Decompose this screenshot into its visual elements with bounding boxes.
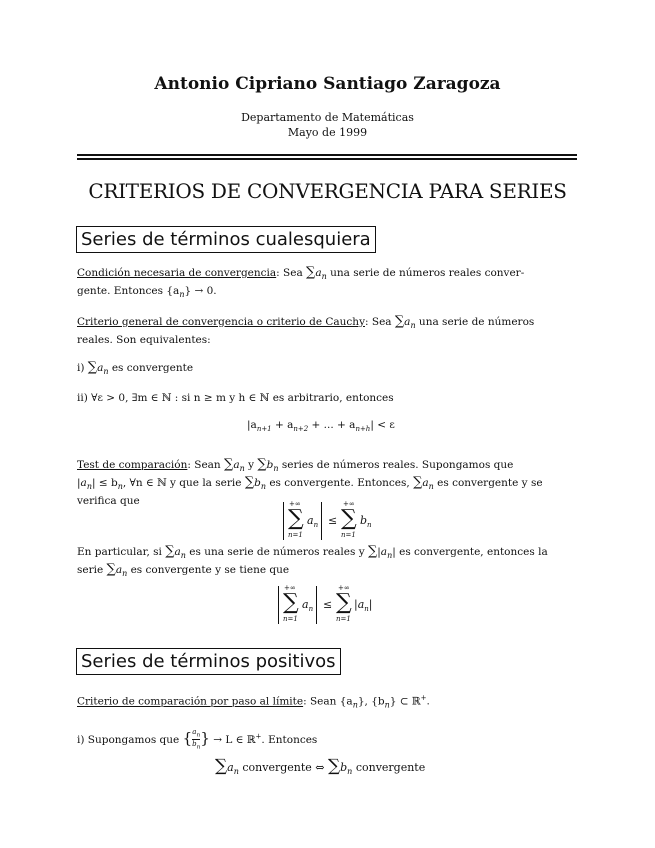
math-sub: n bbox=[179, 290, 185, 300]
math-sub: n bbox=[196, 744, 201, 751]
text: es convergente y se bbox=[433, 477, 543, 490]
math-var: a bbox=[233, 459, 240, 471]
sum-symbol: ∑ bbox=[306, 265, 316, 280]
math-sub: n bbox=[260, 482, 266, 492]
section-heading-positive: Series de términos positivos bbox=[76, 648, 341, 675]
limit-comparison-label: Criterio de comparación por paso al límite bbox=[77, 695, 304, 708]
abs-bar-right bbox=[321, 502, 322, 540]
sum-upper-limit: +∞ bbox=[338, 584, 350, 592]
le-symbol: ≤ bbox=[328, 514, 338, 527]
sum-symbol: ∑ bbox=[257, 457, 267, 472]
text: : Sea bbox=[365, 316, 395, 328]
math-sub: n bbox=[103, 367, 109, 377]
math-var: b bbox=[360, 514, 368, 527]
math-var: a bbox=[422, 477, 429, 490]
comparison-test-label: Test de comparación bbox=[77, 459, 188, 471]
text: . Entonces bbox=[261, 733, 318, 746]
math-sub: n bbox=[273, 464, 279, 474]
sum-upper-limit: +∞ bbox=[343, 500, 355, 508]
sum-symbol: ∑ bbox=[288, 506, 304, 531]
limit-item-i: i) Supongamos que { $\frac{a_n}{b_n}$ } → L ∈ ℝ+. Entonces bbox=[77, 728, 318, 751]
math-sub: n bbox=[196, 732, 201, 739]
sum-symbol: ∑ bbox=[224, 457, 234, 472]
math-sub: n bbox=[364, 605, 369, 614]
abs-bar-right bbox=[316, 586, 317, 624]
math-var: a bbox=[380, 546, 388, 558]
header-rule-top bbox=[77, 154, 577, 156]
text: es convergente, entonces la bbox=[395, 546, 548, 558]
necessary-condition-label: Condición necesaria de convergencia bbox=[77, 267, 277, 279]
math-sub: n bbox=[122, 569, 128, 579]
text: | < ε bbox=[370, 419, 395, 431]
text: + a bbox=[271, 419, 294, 431]
particular-formula: +∞ ∑ n=1 $a_n$ ≤ +∞ ∑ n=1 $|a_n|$ bbox=[278, 584, 388, 626]
math-var: a bbox=[302, 598, 309, 611]
text: i) bbox=[77, 362, 88, 374]
math-var: a bbox=[80, 477, 87, 490]
cauchy-label: Criterio general de convergencia o criterio de Cauchy bbox=[77, 316, 365, 328]
text: convergente bbox=[352, 761, 426, 774]
math-sub: n+1 bbox=[256, 425, 272, 434]
text: y bbox=[244, 459, 258, 471]
text: } ⊂ ℝ bbox=[389, 695, 421, 708]
particular-case-paragraph: En particular, si $\sum a_n$ es una serie de números reales y $\sum|a_n|$ es convergente, entonces la serie $\sum a_n$ es convergente y se tiene que bbox=[77, 544, 548, 579]
cauchy-item-i bbox=[77, 361, 193, 379]
header-rule-bottom bbox=[77, 158, 577, 160]
math-var: a bbox=[357, 598, 365, 611]
math-sub: n bbox=[180, 551, 186, 561]
sum-symbol: ∑ bbox=[215, 756, 228, 776]
text: reales. Son equivalentes: bbox=[77, 334, 211, 347]
le-symbol: ≤ bbox=[323, 598, 333, 611]
sum-symbol: ∑ bbox=[336, 590, 352, 615]
sum-symbol: ∑ bbox=[106, 562, 116, 578]
text: gente. Entonces {a bbox=[77, 285, 180, 298]
text: }, {b bbox=[357, 695, 385, 708]
math-var: a bbox=[307, 514, 314, 527]
text: verifica que bbox=[77, 495, 140, 508]
math-sub: n bbox=[86, 482, 92, 492]
math-sub: n bbox=[387, 551, 393, 561]
text: una serie de números reales conver- bbox=[326, 267, 525, 279]
abs-bar-left bbox=[278, 586, 279, 624]
necessary-condition-paragraph bbox=[77, 266, 582, 302]
comparison-formula bbox=[283, 500, 383, 542]
sum-lower-limit: n=1 bbox=[336, 615, 351, 623]
math-var: a bbox=[315, 267, 322, 279]
text: i) Supongamos que bbox=[77, 733, 183, 746]
text: } → 0. bbox=[184, 285, 217, 298]
math-sub: n bbox=[347, 767, 353, 777]
abs-bar-left bbox=[283, 502, 284, 540]
math-sub: n bbox=[367, 521, 372, 530]
math-sup: + bbox=[255, 732, 262, 741]
limit-comparison-paragraph bbox=[77, 691, 430, 713]
text: : Sean bbox=[187, 459, 225, 471]
cauchy-paragraph bbox=[77, 315, 592, 347]
math-sub: n bbox=[321, 272, 327, 282]
math-sub: n bbox=[313, 521, 319, 530]
text: |a bbox=[247, 419, 257, 431]
math-sub: n+h bbox=[355, 425, 371, 434]
math-sup: + bbox=[420, 694, 427, 702]
math-sub: n bbox=[239, 464, 245, 474]
math-sub: n+2 bbox=[293, 425, 309, 434]
text: es una serie de números reales y bbox=[185, 546, 368, 558]
text: es convergente y se tiene que bbox=[127, 564, 290, 577]
text: . bbox=[426, 695, 430, 708]
math-var: a bbox=[227, 761, 234, 774]
sum-symbol: ∑ bbox=[341, 506, 357, 531]
sum-symbol: ∑ bbox=[87, 360, 98, 375]
cauchy-formula bbox=[247, 418, 395, 436]
text: : Sean {a bbox=[303, 695, 353, 708]
math-var: b bbox=[192, 740, 197, 749]
text: convergente ⇔ bbox=[238, 761, 328, 774]
math-var: a bbox=[97, 362, 104, 374]
sum-symbol: ∑ bbox=[413, 475, 423, 491]
math-sub: n bbox=[233, 767, 239, 777]
sum-lower-limit: n=1 bbox=[341, 531, 356, 539]
comparison-test-paragraph: Test de comparación: Sean $\sum a_n$ y $\sum b_n$ series de números reales. Supongamos que $|a_n| \le b_n$, ∀n ∈ ℕ y que la serie $\sum b_n$ es convergente. Entonces, $\sum a_n$ es convergente y se verifica que bbox=[77, 457, 543, 508]
sum-symbol: ∑ bbox=[394, 314, 405, 329]
math-var: b bbox=[266, 459, 274, 471]
math-var: a bbox=[404, 316, 411, 328]
math-var: b bbox=[254, 477, 261, 490]
math-sub: n bbox=[384, 700, 390, 710]
sum-symbol: ∑ bbox=[283, 590, 299, 615]
math-sub: n bbox=[410, 321, 416, 331]
sum-symbol: ∑ bbox=[367, 544, 378, 559]
text: , ∀n ∈ ℕ y que la serie bbox=[122, 477, 245, 490]
text: En particular, si bbox=[77, 546, 166, 558]
math-sub: n bbox=[117, 482, 123, 492]
text: + ... + a bbox=[308, 419, 356, 431]
text: serie bbox=[77, 564, 107, 577]
math-var: a bbox=[115, 564, 123, 577]
equivalence-formula bbox=[215, 756, 426, 779]
math-var: a bbox=[192, 728, 197, 736]
author-name: Antonio Cipriano Santiago Zaragoza bbox=[154, 74, 501, 94]
sum-symbol: ∑ bbox=[165, 544, 175, 559]
text: → L ∈ ℝ bbox=[209, 733, 256, 746]
math-var: b bbox=[340, 761, 348, 774]
cauchy-item-ii: ii) ∀ε > 0, ∃m ∈ ℕ : si n ≥ m y h ∈ ℕ es arbitrario, entonces bbox=[77, 392, 394, 404]
sum-symbol: ∑ bbox=[244, 475, 255, 491]
math-sub: n bbox=[428, 482, 434, 492]
sum-lower-limit: n=1 bbox=[288, 531, 303, 539]
math-sub: n bbox=[352, 700, 358, 710]
text: una serie de números bbox=[415, 316, 535, 328]
sum-lower-limit: n=1 bbox=[283, 615, 298, 623]
department: Departamento de Matemáticas bbox=[241, 111, 414, 124]
math-var: a bbox=[174, 546, 181, 558]
sum-symbol: ∑ bbox=[327, 756, 341, 776]
text: series de números reales. Supongamos que bbox=[278, 459, 514, 471]
section-heading-general: Series de términos cualesquiera bbox=[76, 226, 376, 253]
math-sub: n bbox=[308, 605, 314, 614]
text: es convergente. Entonces, bbox=[265, 477, 414, 490]
text: | ≤ b bbox=[91, 477, 118, 490]
date: Mayo de 1999 bbox=[287, 126, 368, 139]
sum-upper-limit: +∞ bbox=[289, 500, 301, 508]
text: es convergente bbox=[108, 362, 194, 374]
sum-upper-limit: +∞ bbox=[284, 584, 296, 592]
text: : Sea bbox=[276, 267, 307, 279]
page-title: CRITERIOS DE CONVERGENCIA PARA SERIES bbox=[88, 179, 567, 203]
